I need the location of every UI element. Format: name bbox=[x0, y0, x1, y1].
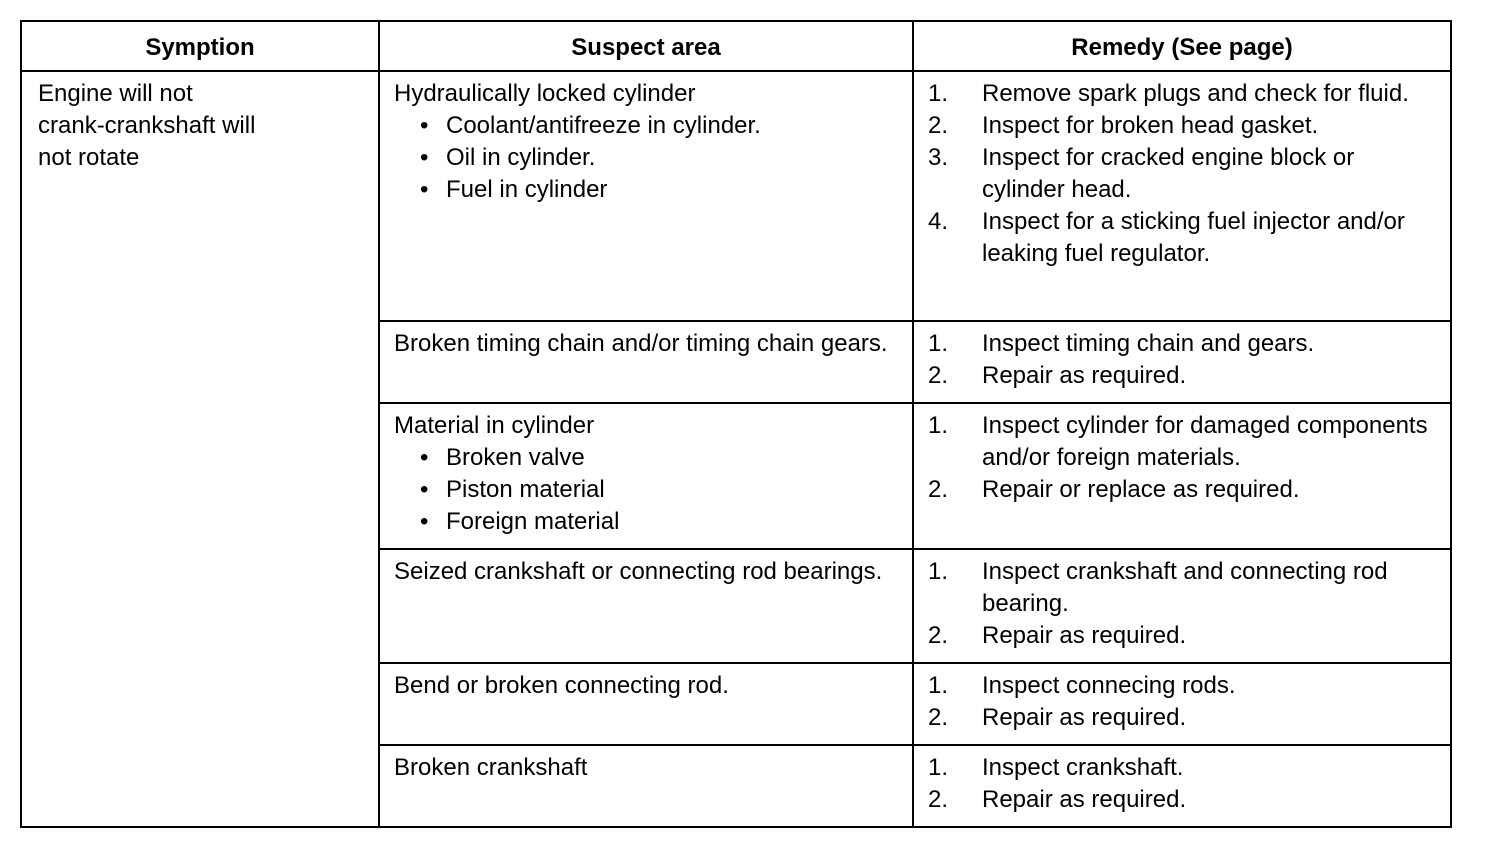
suspect-cell bbox=[379, 663, 913, 745]
suspect-title: Broken timing chain and/or timing chain gears. bbox=[394, 330, 888, 357]
suspect-cell bbox=[379, 321, 913, 403]
step-number: 2. bbox=[928, 476, 949, 503]
suspect-bullets bbox=[394, 110, 902, 206]
step-text: Inspect for cracked engine block or cylinder head. bbox=[982, 144, 1355, 203]
remedy-step bbox=[928, 474, 1440, 506]
remedy-cell bbox=[913, 71, 1451, 321]
header-suspect-area: Suspect area bbox=[379, 21, 913, 71]
header-row bbox=[21, 21, 1451, 71]
remedy-cell bbox=[913, 745, 1451, 827]
step-number: 2. bbox=[928, 786, 949, 813]
step-text: Inspect for a sticking fuel injector and/or leaking fuel regulator. bbox=[982, 208, 1405, 267]
remedy-step bbox=[928, 206, 1440, 270]
suspect-title: Seized crankshaft or connecting rod bearings. bbox=[394, 558, 883, 585]
step-text: Remove spark plugs and check for fluid. bbox=[982, 80, 1409, 107]
suspect-cell bbox=[379, 403, 913, 549]
remedy-cell bbox=[913, 549, 1451, 663]
step-number: 4. bbox=[928, 208, 949, 235]
suspect-bullets bbox=[394, 442, 902, 538]
step-text: Repair as required. bbox=[982, 362, 1187, 389]
remedy-step bbox=[928, 752, 1440, 784]
remedy-step bbox=[928, 784, 1440, 816]
symptom-line: Engine will not bbox=[38, 80, 193, 107]
symptom-line: not rotate bbox=[38, 144, 140, 171]
suspect-title: Broken crankshaft bbox=[394, 754, 588, 781]
remedy-cell bbox=[913, 663, 1451, 745]
header-symptom: Symption bbox=[21, 21, 379, 71]
remedy-step bbox=[928, 142, 1440, 206]
remedy-step bbox=[928, 360, 1440, 392]
remedy-step bbox=[928, 702, 1440, 734]
suspect-title: Hydraulically locked cylinder bbox=[394, 80, 696, 107]
step-number: 1. bbox=[928, 672, 949, 699]
step-number: 2. bbox=[928, 112, 949, 139]
diagnosis-table bbox=[20, 20, 1452, 828]
step-text: Repair as required. bbox=[982, 786, 1187, 813]
bullet-item: • Oil in cylinder. bbox=[394, 142, 902, 174]
remedy-cell bbox=[913, 403, 1451, 549]
step-text: Repair as required. bbox=[982, 622, 1187, 649]
step-text: Inspect for broken head gasket. bbox=[982, 112, 1319, 139]
symptom-line: crank-crankshaft will bbox=[38, 112, 256, 139]
remedy-step bbox=[928, 110, 1440, 142]
step-text: Repair or replace as required. bbox=[982, 476, 1300, 503]
bullet-item: • Fuel in cylinder bbox=[394, 174, 902, 206]
bullet-item: • Foreign material bbox=[394, 506, 902, 538]
suspect-title: Bend or broken connecting rod. bbox=[394, 672, 729, 699]
suspect-cell bbox=[379, 549, 913, 663]
remedy-step bbox=[928, 78, 1440, 110]
bullet-item: • Coolant/antifreeze in cylinder. bbox=[394, 110, 902, 142]
step-number: 2. bbox=[928, 622, 949, 649]
remedy-steps bbox=[928, 752, 1440, 816]
remedy-step bbox=[928, 410, 1440, 474]
step-number: 1. bbox=[928, 80, 949, 107]
suspect-cell bbox=[379, 745, 913, 827]
remedy-cell bbox=[913, 321, 1451, 403]
step-text: Inspect cylinder for damaged components and/or foreign materials. bbox=[982, 412, 1428, 471]
suspect-title: Material in cylinder bbox=[394, 412, 595, 439]
step-text: Repair as required. bbox=[982, 704, 1187, 731]
step-number: 1. bbox=[928, 330, 949, 357]
step-number: 2. bbox=[928, 704, 949, 731]
remedy-steps bbox=[928, 78, 1440, 270]
remedy-steps bbox=[928, 670, 1440, 734]
step-text: Inspect timing chain and gears. bbox=[982, 330, 1315, 357]
remedy-step bbox=[928, 556, 1440, 620]
step-number: 1. bbox=[928, 754, 949, 781]
remedy-step bbox=[928, 670, 1440, 702]
step-text: Inspect connecing rods. bbox=[982, 672, 1236, 699]
step-text: Inspect crankshaft and connecting rod bearing. bbox=[982, 558, 1388, 617]
remedy-steps bbox=[928, 556, 1440, 652]
symptom-cell bbox=[21, 71, 379, 827]
bullet-item: • Piston material bbox=[394, 474, 902, 506]
step-text: Inspect crankshaft. bbox=[982, 754, 1184, 781]
remedy-steps bbox=[928, 328, 1440, 392]
remedy-step bbox=[928, 328, 1440, 360]
bullet-item: • Broken valve bbox=[394, 442, 902, 474]
table-row bbox=[21, 71, 1451, 321]
remedy-steps bbox=[928, 410, 1440, 506]
suspect-cell bbox=[379, 71, 913, 321]
step-number: 1. bbox=[928, 412, 949, 439]
remedy-step bbox=[928, 620, 1440, 652]
step-number: 1. bbox=[928, 558, 949, 585]
step-number: 2. bbox=[928, 362, 949, 389]
step-number: 3. bbox=[928, 144, 949, 171]
header-remedy: Remedy (See page) bbox=[913, 21, 1451, 71]
